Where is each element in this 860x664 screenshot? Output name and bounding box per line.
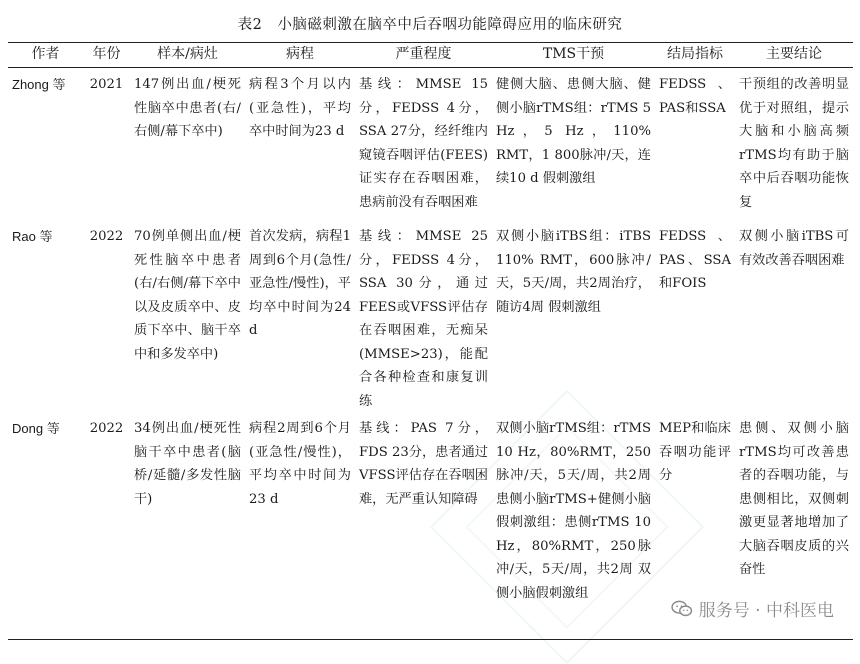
cell-sample: 70例单侧出血/梗死性脑卒中患者(右/右侧/幕下卒中以及皮质卒中、皮质下卒中、脑干卒中和多发卒中) [134, 229, 241, 362]
cell-tms: 健侧大脑、患侧大脑、健侧小脑rTMS组：rTMS 5 Hz，5 Hz，110% RMT，1 800脉冲/天，连续10 d 假刺激组 [496, 77, 651, 186]
cell-conclusion: 患侧、双侧小脑rTMS均可改善患者的吞咽功能，与患侧相比，双侧刺激更显著地增加了大脑吞咽皮质的兴奋性 [735, 415, 853, 640]
table-row [8, 68, 853, 224]
cell-course: 病程3个月以内(亚急性)，平均卒中时间为23 d [249, 77, 351, 139]
column-header-tms: TMS干预 [492, 43, 655, 68]
cell-author: Dong 等 [8, 415, 83, 640]
wechat-icon [671, 600, 693, 618]
cell-sample: 147例出血/梗死性脑卒中患者(右/右侧/幕下卒中) [134, 77, 241, 139]
cell-conclusion: 双侧小脑iTBS可有效改善吞咽困难 [739, 229, 849, 268]
table-header-row [8, 43, 853, 68]
watermark [671, 596, 834, 621]
cell-year: 2022 [83, 415, 130, 640]
cell-severity: 基线：MMSE 15分，FEDSS 4分，SSA 27分，经纤维内窥镜吞咽评估(FEES)证实存在吞咽困难，患病前没有吞咽困难 [359, 77, 488, 210]
cell-author: Rao 等 [12, 229, 53, 244]
cell-course: 首次发病，病程1周到6个月(急性/亚急性/慢性)，平均卒中时间为24 d [249, 229, 351, 338]
cell-outcome: FEDSS、PAS、SSA和FOIS [659, 229, 731, 291]
column-header-conclusion: 主要结论 [735, 43, 853, 68]
cell-severity: 基线：PAS 7分，FDS 23分，患者通过VFSS评估存在吞咽困难，无严重认知障碍 [355, 415, 492, 640]
cell-sample: 34例出血/梗死性脑干卒中患者(脑桥/延髓/多发性脑干) [130, 415, 245, 640]
cell-conclusion: 干预组的改善明显优于对照组，提示大脑和小脑高频rTMS均有助于脑卒中后吞咽功能恢复 [739, 77, 849, 210]
table-row [8, 223, 853, 415]
cell-severity: 基线：MMSE 25分，FEDSS 4分，SSA 30分，通过FEES或VFSS评估存在吞咽困难，无痴呆(MMSE>23)，能配合各种检查和康复训练 [359, 229, 488, 409]
cell-tms: 双侧小脑rTMS组：rTMS 10 Hz，80%RMT，250脉冲/天，5天/周，共2周 患侧小脑rTMS+健侧小脑假刺激组：患侧rTMS 10 Hz，80%RMT，250脉冲/天，5天/周，共2周 双侧小脑假刺激组 [492, 415, 655, 640]
cell-outcome: FEDSS、PAS和SSA [659, 77, 731, 116]
cell-course: 病程2周到6个月(亚急性/慢性)，平均卒中时间为23 d [245, 415, 355, 640]
clinical-studies-table [8, 42, 853, 640]
watermark-text: 服务号 · 中科医电 [698, 601, 834, 621]
column-header-sample: 样本/病灶 [130, 43, 245, 68]
table-caption: 表2 小脑磁刺激在脑卒中后吞咽功能障碍应用的临床研究 [237, 17, 623, 33]
cell-year: 2021 [89, 77, 124, 92]
column-header-author: 作者 [8, 43, 83, 68]
cell-tms: 双侧小脑iTBS组：iTBS 110% RMT，600脉冲/天，5天/周，共2周治疗，随访4周 假刺激组 [496, 229, 651, 315]
column-header-course: 病程 [245, 43, 355, 68]
cell-author: Zhong 等 [12, 77, 66, 92]
column-header-year: 年份 [83, 43, 130, 68]
cell-year: 2022 [89, 229, 124, 244]
column-header-outcome: 结局指标 [655, 43, 735, 68]
cell-outcome: MEP和临床吞咽功能评分 [655, 415, 735, 640]
column-header-severity: 严重程度 [355, 43, 492, 68]
